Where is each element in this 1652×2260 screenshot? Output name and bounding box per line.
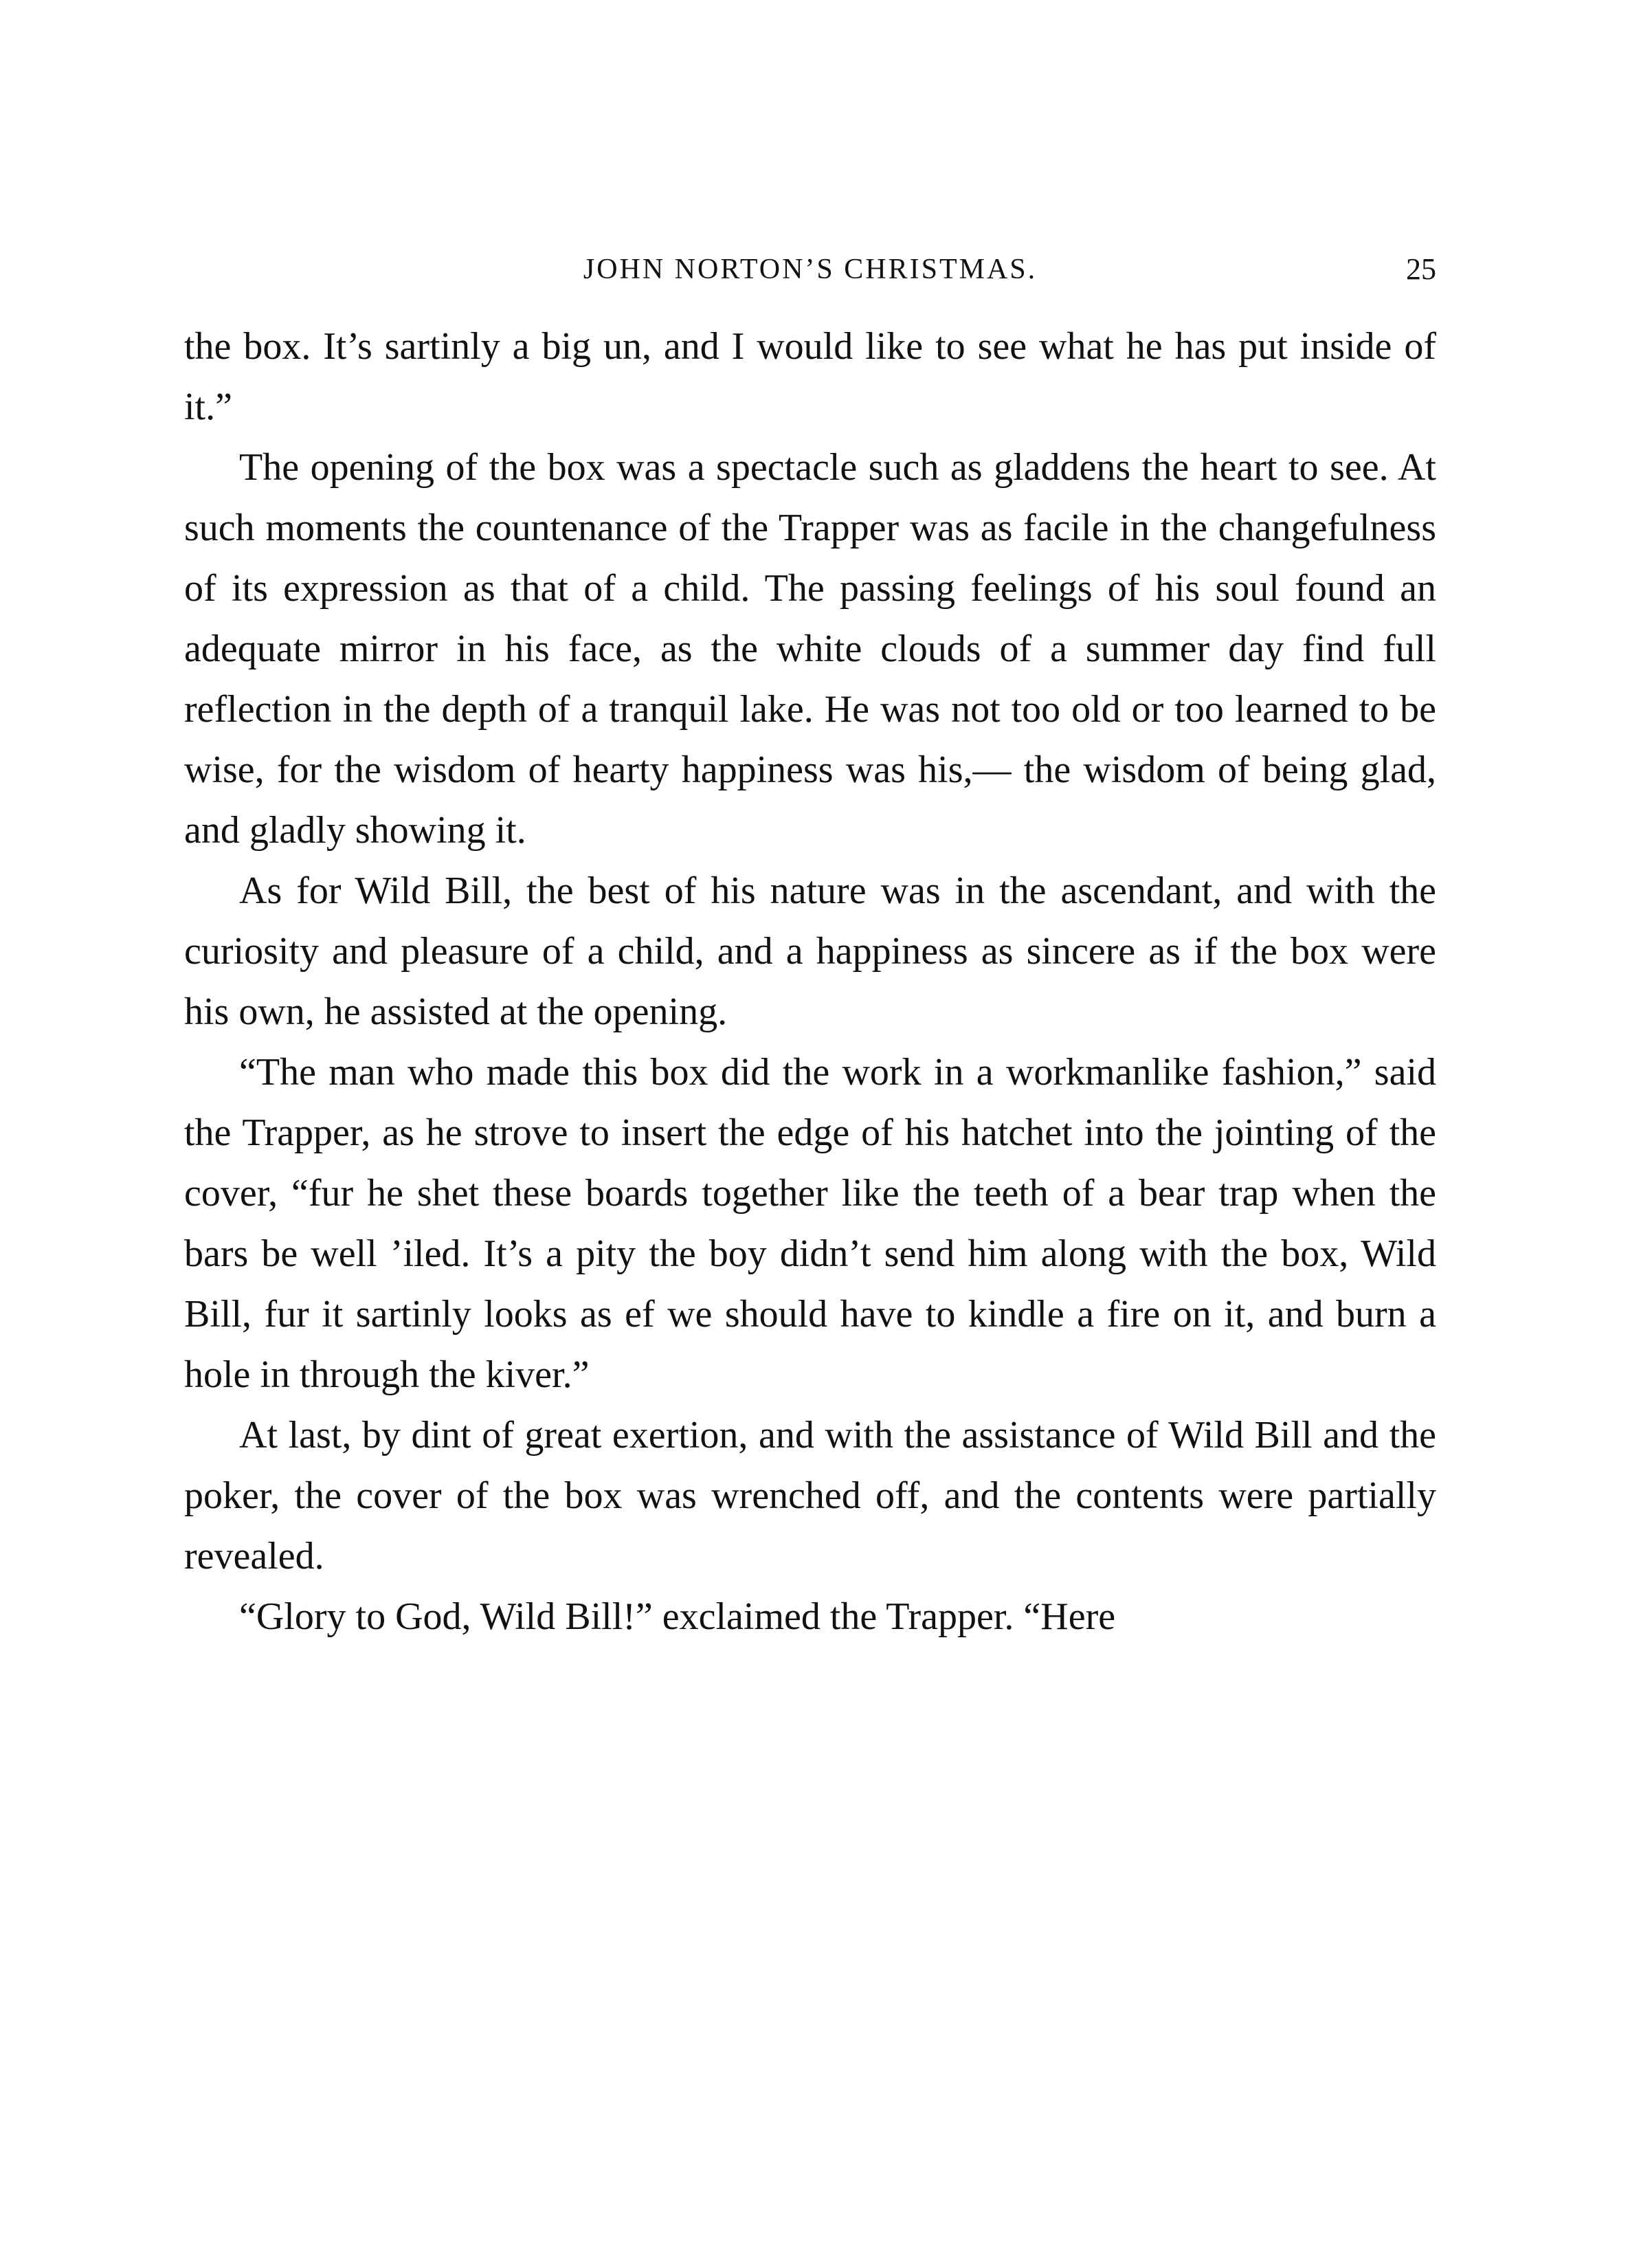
paragraph-cover-wrenched: At last, by dint of great exertion, and with the assistance of Wild Bill and the poker, the cover of the box was wrenched off, and the contents were partially revealed. (184, 1414, 1436, 1577)
running-title: JOHN NORTON’S CHRISTMAS. (583, 254, 1038, 285)
paragraph-wild-bill: As for Wild Bill, the best of his nature was in the ascendant, and with the curiosity and pleasure of a child, and a happiness as sincere as if the box were his own, he assisted at the opening. (184, 869, 1436, 1033)
paragraph-continuation: the box. It’s sartinly a big un, and I would like to see what he has put inside of it.” (184, 325, 1436, 428)
paragraph-trapper-speech: “The man who made this box did the work in a workmanlike fashion,” said the Trapper, as he strove to insert the edge of his hatchet into the jointing of the cover, “fur he shet these boards together like the teeth of a bear trap when the bars be well ’iled. It’s a pity the boy didn’t send him along with the box, Wild Bill, fur it sartinly looks as ef we should have to kindle a fire on it, and burn a hole in through the kiver.” (184, 1051, 1436, 1396)
page-number: 25 (1406, 252, 1436, 286)
paragraph-glory: “Glory to God, Wild Bill!” exclaimed the Trapper. “Here (239, 1595, 1116, 1638)
running-head (184, 249, 1436, 290)
paragraph-box-opening: The opening of the box was a spectacle such as gladdens the heart to see. At such moments the countenance of the Trapper was as facile in the changefulness of its expression as that of a child. The passing feelings of his soul found an adequate mirror in his face, as the white clouds of a summer day find full reflection in the depth of a tranquil lake. He was not too old or too learned to be wise, for the wisdom of hearty happiness was his,— the wisdom of being glad, and gladly showing it. (184, 446, 1436, 852)
body-text (184, 316, 1436, 1647)
